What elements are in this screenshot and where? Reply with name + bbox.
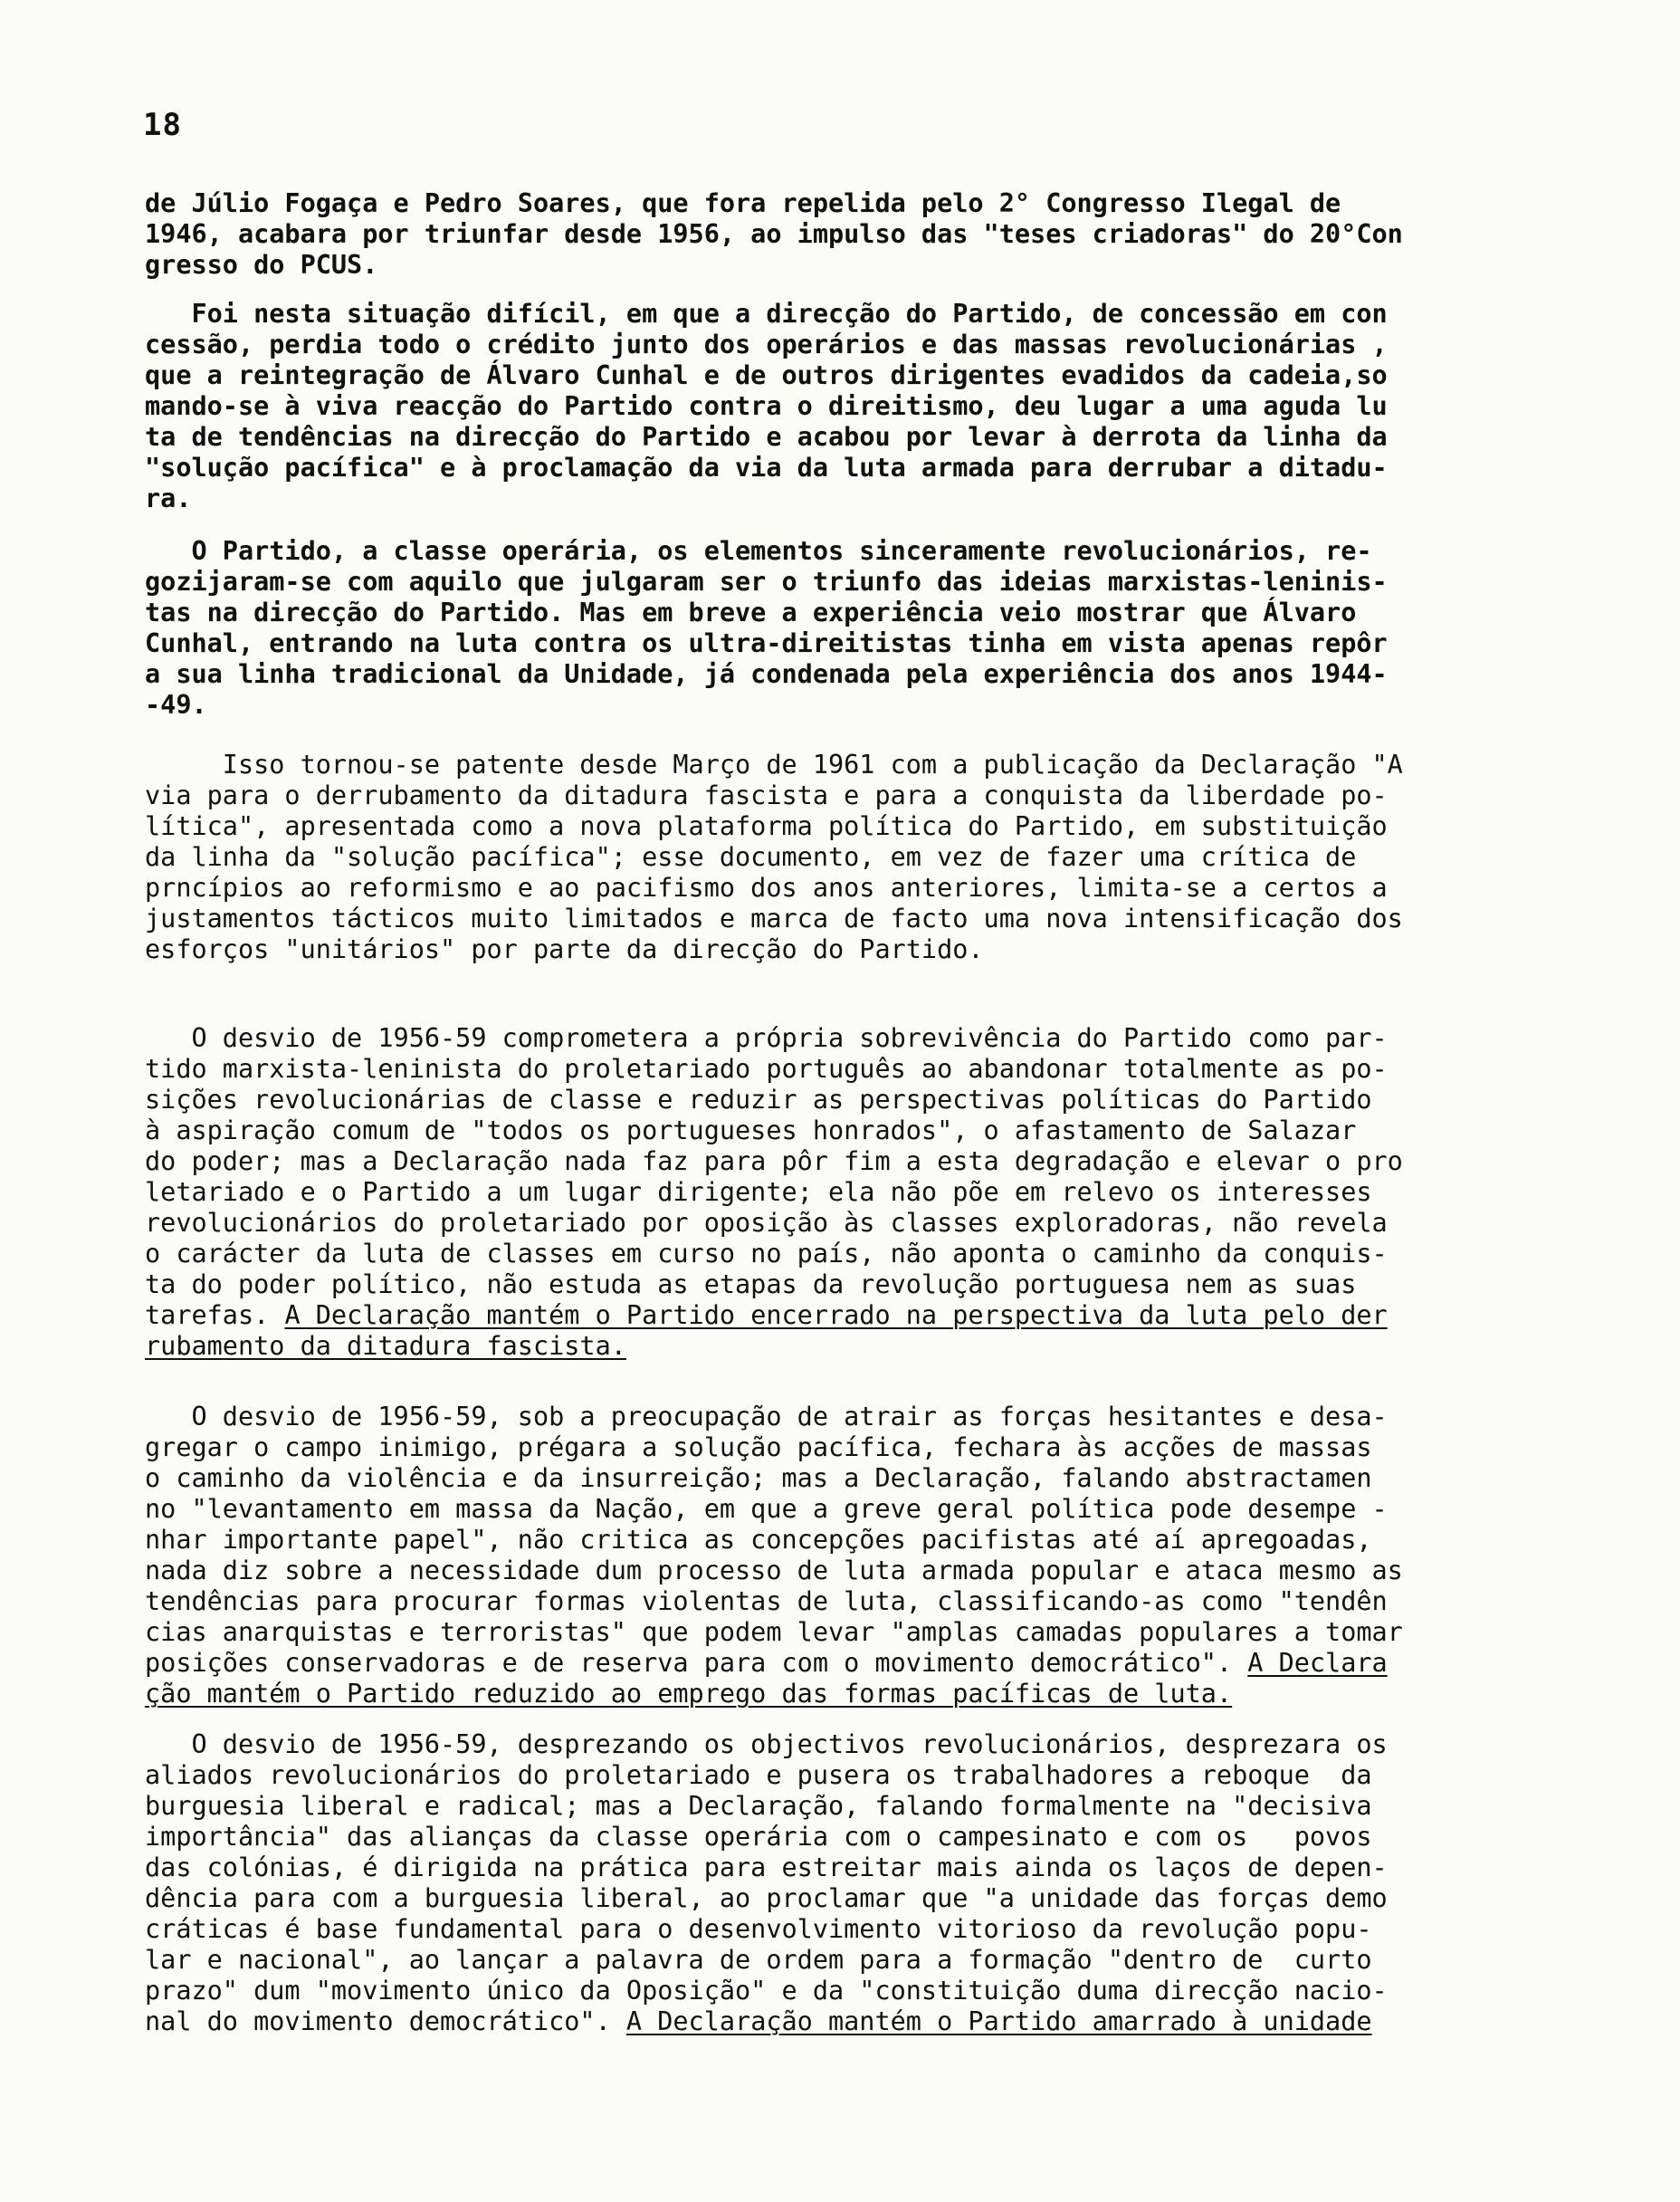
text-line	[145, 873, 1557, 904]
text-segment: esforços "unitários" por parte da direcção do Partido.	[145, 934, 984, 964]
text-line	[145, 1146, 1557, 1177]
text-segment: "solução pacífica" e à proclamação da via da luta armada para derrubar a ditadu-	[145, 453, 1388, 483]
text-line	[145, 750, 1557, 780]
text-segment: gresso do PCUS.	[145, 250, 378, 280]
text-segment: cráticas é base fundamental para o desenvolvimento vitorioso da revolução popu-	[145, 1914, 1372, 1944]
text-line	[145, 842, 1557, 873]
text-line	[145, 2006, 1557, 2037]
paragraph	[145, 1402, 1557, 1709]
text-segment: Isso tornou-se patente desde Março de 1961 com a publicação da Declaração "A	[145, 750, 1403, 780]
text-line	[145, 250, 1557, 281]
text-line	[145, 1914, 1557, 1945]
text-segment: ta de tendências na direcção do Partido e acabou por levar à derrota da linha da	[145, 422, 1388, 452]
text-line	[145, 811, 1557, 842]
text-line	[145, 659, 1557, 690]
text-segment: nada diz sobre a necessidade dum processo de luta armada popular e ataca mesmo as	[145, 1556, 1403, 1585]
text-line	[145, 1023, 1557, 1054]
text-line	[145, 1208, 1557, 1239]
text-line	[145, 1331, 1557, 1362]
text-segment: Cunhal, entrando na luta contra os ultra-direitistas tinha em vista apenas repôr	[145, 628, 1388, 658]
text-segment: o carácter da luta de classes em curso no país, não aponta o caminho da conquis-	[145, 1239, 1388, 1269]
paragraph	[145, 1023, 1557, 1362]
underlined-text: A Declaração mantém o Partido amarrado à unidade	[625, 2006, 1372, 2036]
underlined-text: rubamento da ditadura fascista.	[145, 1331, 626, 1361]
text-segment: à aspiração comum de "todos os portugueses honrados", o afastamento de Salazar	[145, 1115, 1357, 1145]
text-segment: cias anarquistas e terroristas" que podem levar "amplas camadas populares a tomar	[145, 1617, 1403, 1647]
text-line	[145, 1760, 1557, 1791]
text-segment: posições conservadoras e de reserva para com o movimento democrático".	[145, 1648, 1248, 1678]
text-line	[145, 780, 1557, 811]
text-line	[145, 1525, 1557, 1556]
text-line	[145, 330, 1557, 360]
text-segment: prncípios ao reformismo e ao pacifismo dos anos anteriores, limita-se a certos a	[145, 873, 1388, 903]
text-line	[145, 1945, 1557, 1976]
text-line	[145, 1085, 1557, 1115]
text-segment: 1946, acabara por triunfar desde 1956, ao impulso das "teses criadoras" do 20°Con	[145, 219, 1403, 249]
text-line	[145, 1432, 1557, 1463]
text-segment: justamentos tácticos muito limitados e marca de facto uma nova intensificação dos	[145, 904, 1403, 933]
text-segment: das colónias, é dirigida na prática para estreitar mais ainda os laços de depen-	[145, 1853, 1388, 1882]
text-line	[145, 628, 1557, 659]
text-line	[145, 1976, 1557, 2006]
paragraph	[145, 750, 1557, 965]
text-segment: sições revolucionárias de classe e reduzir as perspectivas políticas do Partido	[145, 1085, 1372, 1115]
text-segment: gregar o campo inimigo, prégara a solução pacífica, fechara às acções de massas	[145, 1432, 1372, 1462]
text-line	[145, 1648, 1557, 1679]
text-segment: ta do poder político, não estuda as etapas da revolução portuguesa nem as suas	[145, 1269, 1357, 1299]
text-line	[145, 299, 1557, 330]
text-segment: tarefas.	[145, 1300, 285, 1330]
text-segment: via para o derrubamento da ditadura fascista e para a conquista da liberdade po-	[145, 780, 1388, 810]
text-segment: nhar importante papel", não critica as concepções pacifistas até aí apregoadas,	[145, 1525, 1372, 1555]
text-segment: prazo" dum "movimento único da Oposição" e da "constituição duma direcção nacio-	[145, 1976, 1388, 2006]
text-line	[145, 483, 1557, 514]
text-segment: a sua linha tradicional da Unidade, já condenada pela experiência dos anos 1944-	[145, 659, 1388, 689]
text-segment: lítica", apresentada como a nova plataforma política do Partido, em substituição	[145, 811, 1388, 841]
text-line	[145, 1054, 1557, 1085]
text-segment: ra.	[145, 483, 192, 513]
paragraph	[145, 188, 1557, 281]
text-line	[145, 188, 1557, 219]
text-line	[145, 219, 1557, 250]
text-line	[145, 360, 1557, 391]
text-segment: burguesia liberal e radical; mas a Declaração, falando formalmente na "decisiva	[145, 1791, 1372, 1821]
text-line	[145, 453, 1557, 483]
text-line	[145, 1679, 1557, 1709]
text-segment: letariado e o Partido a um lugar dirigente; ela não põe em relevo os interesses	[145, 1177, 1372, 1207]
text-line	[145, 536, 1557, 567]
text-segment: tido marxista-leninista do proletariado português ao abandonar totalmente as po-	[145, 1054, 1388, 1084]
text-segment: importância" das alianças da classe operária com o campesinato e com os povos	[145, 1822, 1372, 1852]
page-number: 18	[143, 107, 182, 143]
underlined-text: A Declaração mantém o Partido encerrado na perspectiva da luta pelo der	[284, 1300, 1388, 1330]
text-line	[145, 904, 1557, 934]
text-line	[145, 1269, 1557, 1300]
text-segment: -49.	[145, 690, 207, 720]
text-line	[145, 1617, 1557, 1648]
text-segment: da linha da "solução pacífica"; esse documento, em vez de fazer uma crítica de	[145, 842, 1357, 872]
text-segment: que a reintegração de Álvaro Cunhal e de outros dirigentes evadidos da cadeia,so	[145, 360, 1388, 390]
text-segment: cessão, perdia todo o crédito junto dos operários e das massas revolucionárias ,	[145, 330, 1388, 359]
text-line	[145, 1822, 1557, 1853]
text-segment: gozijaram-se com aquilo que julgaram ser o triunfo das ideias marxistas-leninis-	[145, 567, 1388, 597]
text-line	[145, 1300, 1557, 1331]
text-line	[145, 1791, 1557, 1822]
text-segment: lar e nacional", ao lançar a palavra de ordem para a formação "dentro de curto	[145, 1945, 1372, 1975]
text-segment: no "levantamento em massa da Nação, em que a greve geral política pode desempe -	[145, 1494, 1388, 1524]
text-segment: Foi nesta situação difícil, em que a direcção do Partido, de concessão em con	[145, 299, 1388, 329]
text-line	[145, 1729, 1557, 1760]
paragraph	[145, 299, 1557, 514]
underlined-text: A Declara	[1247, 1648, 1388, 1678]
text-segment: tendências para procurar formas violentas de luta, classificando-as como "tendên	[145, 1586, 1388, 1616]
text-line	[145, 1177, 1557, 1208]
text-line	[145, 1115, 1557, 1146]
text-segment: O desvio de 1956-59, sob a preocupação de atrair as forças hesitantes e desa-	[145, 1402, 1388, 1431]
text-line	[145, 391, 1557, 422]
text-line	[145, 690, 1557, 721]
text-line	[145, 598, 1557, 628]
text-line	[145, 422, 1557, 453]
underlined-text: ção mantém o Partido reduzido ao emprego das formas pacíficas de luta.	[145, 1679, 1233, 1709]
text-line	[145, 1402, 1557, 1432]
text-segment: do poder; mas a Declaração nada faz para pôr fim a esta degradação e elevar o pro	[145, 1146, 1403, 1176]
text-segment: aliados revolucionários do proletariado e pusera os trabalhadores a reboque da	[145, 1760, 1372, 1790]
text-line	[145, 1494, 1557, 1525]
text-segment: O desvio de 1956-59 comprometera a própria sobrevivência do Partido como par-	[145, 1023, 1388, 1053]
text-line	[145, 1556, 1557, 1586]
text-line	[145, 1586, 1557, 1617]
text-segment: dência para com a burguesia liberal, ao proclamar que "a unidade das forças demo	[145, 1883, 1388, 1913]
text-line	[145, 1883, 1557, 1914]
text-line	[145, 934, 1557, 965]
text-segment: o caminho da violência e da insurreição; mas a Declaração, falando abstractamen	[145, 1463, 1372, 1493]
text-segment: O desvio de 1956-59, desprezando os objectivos revolucionários, desprezara os	[145, 1729, 1388, 1759]
paragraph	[145, 1729, 1557, 2037]
text-segment: tas na direcção do Partido. Mas em breve a experiência veio mostrar que Álvaro	[145, 598, 1357, 627]
text-segment: O Partido, a classe operária, os elementos sinceramente revolucionários, re-	[145, 536, 1372, 566]
text-line	[145, 1239, 1557, 1269]
text-segment: nal do movimento democrático".	[145, 2006, 626, 2036]
text-line	[145, 1463, 1557, 1494]
text-segment: revolucionários do proletariado por oposição às classes exploradoras, não revela	[145, 1208, 1388, 1238]
text-line	[145, 567, 1557, 598]
text-line	[145, 1853, 1557, 1883]
text-segment: de Júlio Fogaça e Pedro Soares, que fora repelida pelo 2° Congresso Ilegal de	[145, 188, 1341, 218]
paragraph	[145, 536, 1557, 721]
text-segment: mando-se à viva reacção do Partido contra o direitismo, deu lugar a uma aguda lu	[145, 391, 1388, 421]
